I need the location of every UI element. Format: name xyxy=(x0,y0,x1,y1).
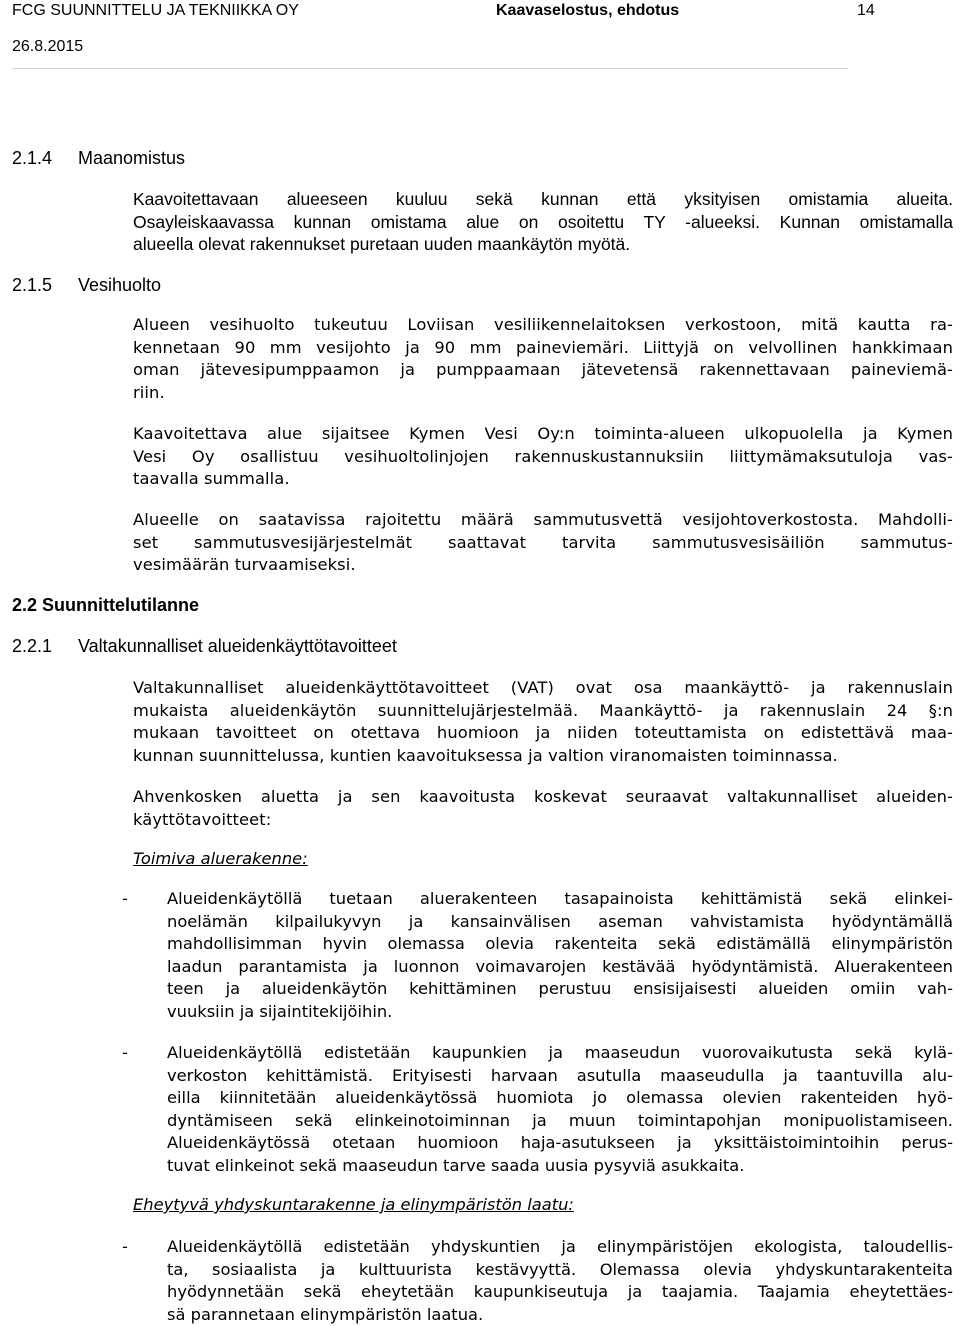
text-line: taavalla summalla. xyxy=(133,469,290,489)
section-title: Valtakunnalliset alueidenkäyttötavoitteet xyxy=(78,636,397,656)
text-line: Ahvenkosken aluetta ja sen kaavoitusta koskevat seuraavat valtakunnalliset alueiden- xyxy=(133,787,953,806)
text-line: verkoston kehittämistä. Erityisesti harvaan asutulla maaseudulla ja taantuvilla alu- xyxy=(167,1065,953,1085)
header-org: FCG SUUNNITTELU JA TEKNIIKKA OY xyxy=(12,2,299,19)
text-line: alueella olevat rakennukset puretaan uuden maankäytön myötä. xyxy=(133,234,631,254)
subheading-eheytyva-yhdyskuntarakenne: Eheytyvä yhdyskuntarakenne ja elinympäristön laatu: xyxy=(133,1195,574,1214)
section-heading-2-2 xyxy=(12,594,199,616)
section-number: 2.1.4 xyxy=(12,148,53,168)
text-line: dyntämiseen sekä elinkeinotoiminnan ja muun toimintapohjan monipuolistamiseen. xyxy=(167,1110,953,1130)
text-line: Alueidenkäytöllä edistetään kaupunkien ja maaseudun vuorovaikutusta sekä kylä- xyxy=(167,1043,953,1062)
text-line: Alueidenkäytöllä edistetään yhdyskuntien ja elinympäristöjen ekologista, taloudellis- xyxy=(167,1237,953,1256)
text-line: Osayleiskaavassa kunnan omistama alue on osoitettu TY -alueeksi. Kunnan omistamalla xyxy=(133,211,953,232)
text-line: kunnan suunnittelussa, kuntien kaavoituksessa ja valtion viranomaisten toiminnassa. xyxy=(133,745,838,765)
bullet-dash: - xyxy=(122,1043,128,1062)
text-line: Valtakunnalliset alueidenkäyttötavoitteet (VAT) ovat osa maankäyttö- ja rakennuslain xyxy=(133,678,953,697)
text-line: vesimäärän turvaamiseksi. xyxy=(133,555,356,575)
header-doc-type: Kaavaselostus, ehdotus xyxy=(496,2,680,19)
text-line: mukaista alueidenkäytön suunnittelujärjestelmää. Maankäyttö- ja rakennuslain 24 §:n xyxy=(133,700,953,720)
text-line: Alueelle on saatavissa rajoitettu määrä sammutusvettä vesijohtoverkostosta. Mahdolli- xyxy=(133,510,953,529)
text-line: teen ja alueidenkäytön kehittäminen perustuu ensisijaisesti alueiden omiin vah- xyxy=(167,979,953,999)
text-line: ta, sosiaalista ja kulttuurista kestävyyttä. Olemassa olevia yhdyskuntarakenteita xyxy=(167,1259,953,1279)
text-line: noelämän kilpailukyvyn ja kansainvälisen aseman vahvistamista hyödyntämällä xyxy=(167,911,953,931)
bullet-item-2 xyxy=(122,1042,953,1178)
bullet-item-1 xyxy=(122,888,953,1024)
paragraph-vesihuolto-3 xyxy=(133,509,953,577)
text-line: set sammutusvesijärjestelmät saattavat tarvita sammutusvesisäiliön sammutus- xyxy=(133,532,953,552)
section-heading-2-2-1 xyxy=(12,635,397,657)
text-line: riin. xyxy=(133,382,165,402)
section-title: Suunnittelutilanne xyxy=(42,595,200,615)
paragraph-vesihuolto-1 xyxy=(133,314,953,404)
text-line: mukaan tavoitteet on otettava huomioon ja niiden toteuttamista on edistettävä maa- xyxy=(133,723,953,743)
text-line: vuuksiin ja sijaintitekijöihin. xyxy=(167,1001,393,1021)
text-line: eilla kiinnitetään alueidenkäytössä huomiota jo olemassa olevien rakenteiden hyö- xyxy=(167,1088,953,1108)
paragraph-vesihuolto-2 xyxy=(133,423,953,491)
paragraph-vat-1 xyxy=(133,677,953,767)
text-line: laadun parantamista ja luonnon voimavarojen kestävää hyödyntämistä. Aluerakenteen xyxy=(167,956,953,976)
header-date: 26.8.2015 xyxy=(12,38,84,55)
section-number: 2.1.5 xyxy=(12,275,53,295)
text-line: Kaavoitettavaan alueeseen kuuluu sekä kunnan että yksityisen omistamia alueita. xyxy=(133,189,953,209)
text-line: Kaavoitettava alue sijaitsee Kymen Vesi Oy:n toiminta-alueen ulkopuolella ja Kymen xyxy=(133,424,953,443)
text-line: käyttötavoitteet: xyxy=(133,809,272,829)
text-line: hyödynnetään sekä eheytetään kaupunkiseutuja ja taajamia. Taajamia eheytettäes- xyxy=(167,1282,953,1302)
text-line: mahdollisimman hyvin olemassa olevia rakenteita sekä edistämällä elinympäristön xyxy=(167,934,953,954)
text-line: tuvat elinkeinot sekä maaseudun tarve saada uusia pysyviä asukkaita. xyxy=(167,1155,745,1175)
text-line: Vesi Oy osallistuu vesihuoltolinjojen rakennuskustannuksiin liittymämaksutuloja vas- xyxy=(133,446,953,466)
bullet-dash: - xyxy=(122,1237,128,1256)
text-line: Alueidenkäytöllä tuetaan aluerakenteen tasapainoista kehittämistä sekä elinkei- xyxy=(167,889,953,908)
section-title: Maanomistus xyxy=(78,148,186,168)
text-line: Alueen vesihuolto tukeutuu Loviisan vesiliikennelaitoksen verkostoon, mitä kautta ra- xyxy=(133,315,953,334)
header-divider xyxy=(12,68,848,69)
paragraph-maanomistus xyxy=(133,188,953,256)
section-heading-2-1-4 xyxy=(12,147,185,169)
section-number: 2.2.1 xyxy=(12,636,53,656)
section-title: Vesihuolto xyxy=(78,275,162,295)
text-line: oman jätevesipumppaamon ja pumppaamaan jätevetensä rakennettavaan paineviemä- xyxy=(133,360,953,380)
bullet-item-3 xyxy=(122,1236,953,1326)
text-line: kennetaan 90 mm vesijohto ja 90 mm paineviemäri. Liittyjä on velvollinen hankkimaan xyxy=(133,337,953,357)
section-number: 2.2 xyxy=(12,595,38,615)
paragraph-vat-2 xyxy=(133,786,953,831)
section-heading-2-1-5 xyxy=(12,274,161,296)
text-line: sä parannetaan elinympäristön laatua. xyxy=(167,1304,484,1324)
header-page-number: 14 xyxy=(857,2,875,19)
bullet-dash: - xyxy=(122,889,128,908)
text-line: Alueidenkäytössä otetaan huomioon haja-asutukseen ja yksittäistoimintoihin perus- xyxy=(167,1133,953,1153)
subheading-toimiva-aluerakenne: Toimiva aluerakenne: xyxy=(133,849,308,868)
